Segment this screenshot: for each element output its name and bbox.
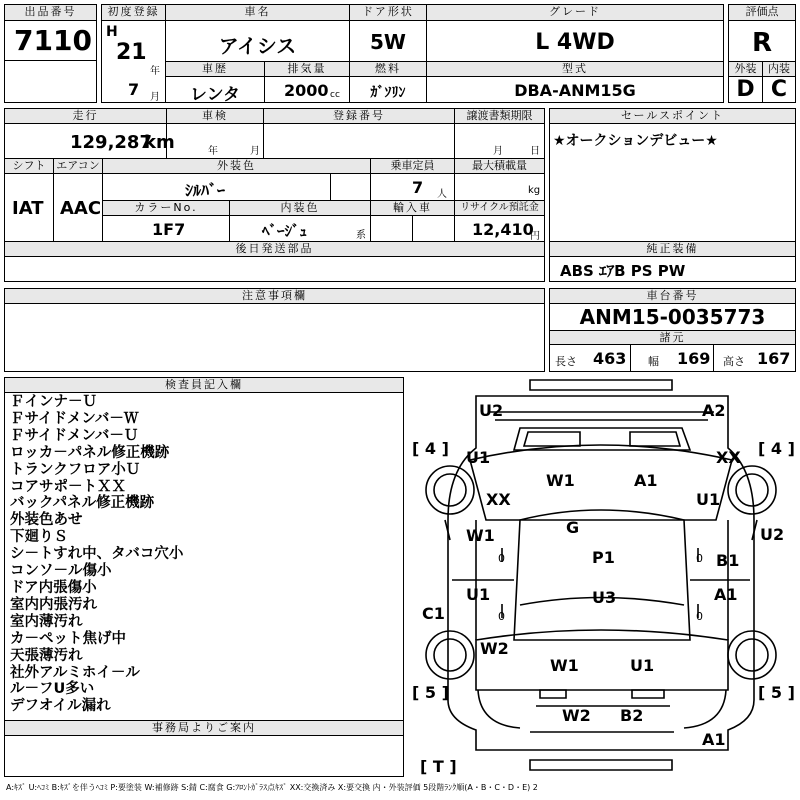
mileage-label: 走行 [5,109,166,124]
sales-point: ★オークションデビュー★ [553,133,718,149]
mark: U2 [760,525,785,544]
note-line: シ－トすれ中、タバコ穴小 [10,546,184,563]
mark-zero: 0 [498,610,505,623]
ac-label: エアコン [54,159,102,174]
color-no: 1F7 [152,220,186,239]
mark: A1 [702,730,726,749]
int-grade: C [770,77,788,102]
transfer-label: 譲渡書類期限 [455,109,544,124]
load-label: 最大積載量 [455,159,544,174]
disp-unit: cc [330,90,340,100]
note-line: デフオイル漏れ [10,698,111,715]
width-label: 幅 [648,355,659,368]
mark: G [566,518,580,537]
inspect-label: 車検 [167,109,263,124]
note-line: ル－フU多い [10,681,95,698]
mark-zero: 0 [696,610,703,623]
note-line: カ－ペット焦げ中 [10,630,126,647]
note-line: バックパネル修正機跡 [10,495,155,512]
mark: W2 [480,639,509,658]
inspector-label: 検査員記入欄 [5,378,403,393]
chassis-number: ANM15-0035773 [579,305,766,329]
mark: U1 [466,448,491,467]
dims-label: 諸元 [550,331,795,345]
inspector-notes [10,394,183,715]
seats: 7 [412,178,424,197]
int-label: 内装 [763,62,795,77]
note-line: 天張薄汚れ [10,647,83,664]
door-label: ドア形状 [350,5,426,21]
shift-label: シフト [5,159,53,174]
recycle-fee: 12,410 [472,220,534,239]
year-unit: 年 [150,66,160,77]
model-code: DBA-ANM15G [514,81,636,100]
len-label: 長さ [555,355,577,368]
note-line: Ｆサイドメンバ－Ｗ [10,410,139,427]
mark: W1 [466,526,495,545]
grade-label: グレード [427,5,723,21]
ext-color: ｼﾙﾊﾞｰ [185,181,226,200]
height-label: 高さ [723,355,745,368]
fuel: ｶﾞｿﾘﾝ [370,85,406,101]
note-line: 室内内張汚れ [10,596,97,613]
mark: U1 [630,656,655,675]
equipment: ABS ｴｱB PS PW [560,262,686,280]
car-damage-diagram [408,377,796,780]
recycle-label: リサイクル預託金 [455,201,544,216]
mark: P1 [592,548,615,567]
intcolor-unit: 系 [356,230,366,241]
displacement: 2000 [284,81,329,100]
inspect-month: 月 [250,146,260,157]
mark: A1 [634,471,658,490]
note-line: コアサポ－トＸＸ [10,478,126,495]
sales-label: セールスポイント [550,109,795,124]
recycle-unit: 円 [530,231,540,242]
mark: W1 [550,656,579,675]
score-label: 評価点 [729,5,795,21]
inspect-year: 年 [208,146,218,157]
name-label: 車名 [166,5,349,21]
mark: U1 [696,490,721,509]
ac: AAC [60,198,102,219]
grade: L 4WD [535,30,615,55]
import-label: 輸入車 [371,201,454,216]
month-unit: 月 [150,92,160,103]
mark: XX [486,490,511,509]
intcolor-label: 内装色 [230,201,370,216]
roof-outline [514,510,690,640]
door-type: 5W [370,30,406,54]
mark: B2 [620,706,644,725]
model-label: 型式 [427,62,723,77]
height: 167 [757,349,791,368]
transfer-day: 日 [530,146,540,157]
ext-grade: D [736,77,755,102]
seats-unit: 人 [437,189,447,200]
note-line: Ｆサイドメンバ－Ｕ [10,427,139,444]
mark: W2 [562,706,591,725]
load-unit: kg [528,185,541,196]
history-label: 車歴 [166,62,264,77]
tire-front-right: [ 4 ] [758,439,795,458]
note-line: 下廻りＳ [10,529,68,546]
width: 169 [677,349,711,368]
mark: U1 [466,585,491,604]
office-label: 事務局よりご案内 [5,721,403,736]
history: レンタ [190,85,240,105]
seats-label: 乗車定員 [371,159,454,174]
colorno-label: カラーNo. [103,201,229,216]
mark: C1 [422,604,445,623]
caution-label: 注意事項欄 [5,289,544,304]
plate-label: 登録番号 [264,109,454,124]
mark: W1 [546,471,575,490]
chassis-label: 車台番号 [550,289,795,304]
fuel-label: 燃料 [350,62,426,77]
tire-rear-left: [ 5 ] [412,683,449,702]
note-line: コンソ－ル傷小 [10,563,112,580]
later-parts-label: 後日発送部品 [5,242,544,257]
body-outline [448,396,754,750]
score: R [751,28,773,58]
mark-zero: 0 [696,552,703,565]
color-label: 外装色 [103,159,370,174]
mark: XX [716,448,741,467]
mileage: 129,287 [70,132,152,153]
reg-month: 7 [128,80,140,99]
note-line: Ｆインナ－Ｕ [10,394,97,410]
tire-front-left: [ 4 ] [412,439,449,458]
tire-spare: [ T ] [420,757,457,776]
note-line: 外装色あせ [10,512,83,529]
ext-label: 外装 [729,62,762,77]
disp-label: 排気量 [265,62,349,77]
shift: IAT [12,198,44,219]
equip-label: 純正装備 [550,242,795,257]
car-name: アイシス [218,34,297,58]
note-line: ロッカ－パネル修正機跡 [10,444,170,461]
era: H [106,24,118,40]
lot-number: 7110 [14,24,92,57]
int-color: ﾍﾞｰｼﾞｭ [262,222,308,240]
mark: A2 [702,401,726,420]
note-line: ドア内張傷小 [10,579,97,596]
length: 463 [593,349,627,368]
lot-label: 出品番号 [5,5,96,21]
mark: U2 [479,401,504,420]
reg-year: 21 [116,40,147,65]
note-line: 社外アルミホイ－ル [10,664,140,681]
mark-zero: 0 [498,552,505,565]
mark: U3 [592,588,617,607]
mark: A1 [714,585,738,604]
note-line: 室内薄汚れ [10,613,83,630]
reg-label: 初度登録 [102,5,165,21]
mileage-unit: km [144,132,175,153]
note-line: トランクフロア小Ｕ [10,461,141,478]
mark: B1 [716,551,740,570]
transfer-month: 月 [493,146,503,157]
damage-legend: A:ｷｽﾞ U:ﾍｺﾐ B:ｷｽﾞを伴うﾍｺﾐ P:要塗装 W:補修跡 S:錆 C:腐食 G:ﾌﾛﾝﾄｶﾞﾗｽ点ｷｽﾞ XX:交換済み X:要交換 内・外装評価 5段階ﾗﾝｸ順(A・B・C・D・E) 2 [6,783,538,792]
tire-rear-right: [ 5 ] [758,683,795,702]
